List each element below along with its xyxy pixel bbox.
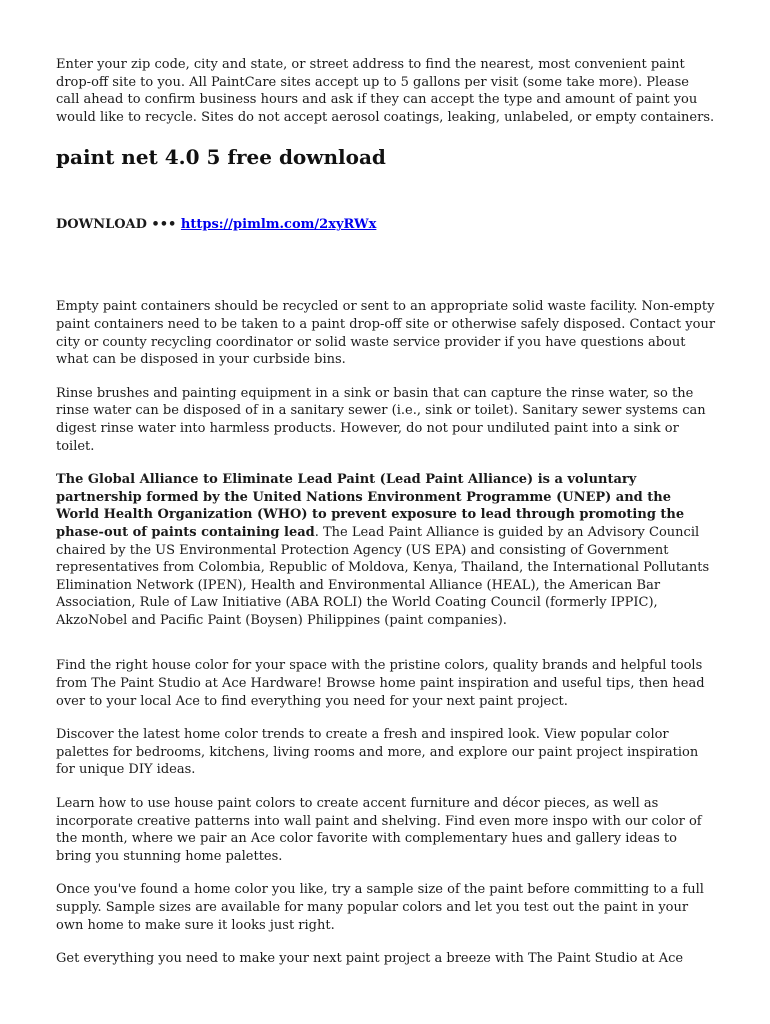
download-link[interactable]: https://pimlm.com/2xyRWx: [180, 217, 377, 233]
paragraph-get-everything: Get everything you need to make your next paint project a breeze with The Paint Studio at Ace: [56, 951, 684, 967]
paragraph-rinse-brushes: Rinse brushes and painting equipment in a sink or basin that can capture the rinse water, so the rinse water can be disposed of in a sanitary sewer (i.e., sink or toilet). Sanitary sewer systems can digest rinse water into harmless products. However, do not pour undiluted paint into a sink or toilet.: [56, 385, 706, 454]
paragraph-house-color: Find the right house color for your space with the pristine colors, quality brands and helpful tools from The Paint Studio at Ace Hardware! Browse home paint inspiration and useful tips, then head over to your local Ace to find everything you need for your next paint project.: [56, 658, 705, 709]
paragraph-sample-size: Once you've found a home color you like, try a sample size of the paint before committing to a full supply. Sample sizes are available for many popular colors and let you test out the paint in your own home to make sure it looks just right.: [56, 882, 704, 933]
article-body: [56, 298, 716, 967]
paragraph-accent-furniture: Learn how to use house paint colors to create accent furniture and décor pieces, as well as incorporate creative patterns into wall paint and shelving. Find even more inspo with our color of the month, where we pair an Ace color favorite with complementary hues and gallery ideas to bring you stunning home palettes.: [56, 796, 702, 864]
lead-alliance-bold-text: The Global Alliance to Eliminate Lead Paint (Lead Paint Alliance) is a voluntary partnership formed by the United Nations Environment Programme (UNEP) and the World Health Organization (WHO) to prevent exposure to lead through promoting the phase-out of paints containing lead: [56, 472, 685, 540]
document-page: [56, 56, 716, 984]
download-label: DOWNLOAD •••: [56, 217, 181, 233]
paragraph-empty-containers: Empty paint containers should be recycled or sent to an appropriate solid waste facility. Non-empty paint containers need to be taken to a paint drop-off site or otherwise safely disposed. Contact your city or county recycling coordinator or solid waste service provider if you have questions about what can be disposed in your curbside bins.: [56, 299, 716, 368]
page-title: paint net 4.0 5 free download: [56, 145, 386, 170]
paragraph-color-trends: Discover the latest home color trends to create a fresh and inspired look. View popular color palettes for bedrooms, kitchens, living rooms and more, and explore our paint project inspiration for unique DIY ideas.: [56, 727, 699, 778]
download-line: [56, 216, 716, 234]
intro-paragraph: Enter your zip code, city and state, or street address to find the nearest, most convenient paint drop-off site to you. All PaintCare sites accept up to 5 gallons per visit (some take more). Please call ahead to confirm business hours and ask if they can accept the type and amount of paint you would like to recycle. Sites do not accept aerosol coatings, leaking, unlabeled, or empty containers.: [56, 57, 715, 125]
lead-alliance-text: . The Lead Paint Alliance is guided by an Advisory Council chaired by the US Environmental Protection Agency (US EPA) and consisting of Government representatives from Colombia, Republic of Moldova, Kenya, Thailand, the International Pollutants Elimination Network (IPEN), Health and Environmental Alliance (HEAL), the American Bar Association, Rule of Law Initiative (ABA ROLI) the World Coating Council (formerly IPPIC), AkzoNobel and Pacific Paint (Boysen) Philippines (paint companies).: [56, 524, 710, 628]
paragraph-lead-alliance: [56, 471, 716, 629]
